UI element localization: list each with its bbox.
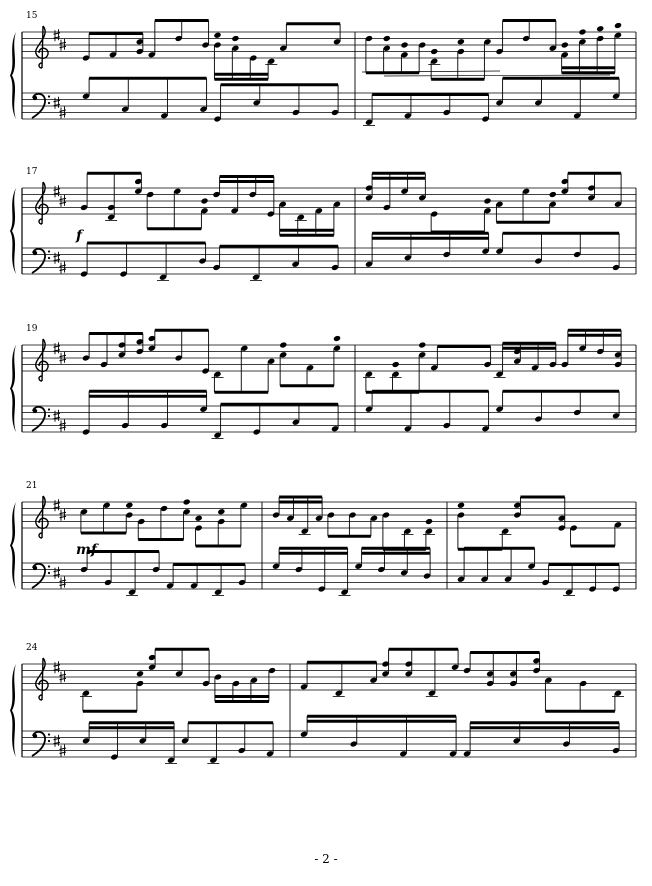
grand-staff-brace <box>10 32 16 119</box>
bass-clef-dot <box>48 733 50 735</box>
note-head <box>457 502 465 509</box>
bass-clef-dot <box>48 415 50 417</box>
note-head <box>217 508 225 515</box>
key-signature-sharp <box>54 252 61 264</box>
dynamic-marking: mf <box>76 542 97 558</box>
bass-clef-dot <box>33 734 37 738</box>
note-head <box>400 41 408 48</box>
note-head <box>578 28 586 35</box>
note-head <box>231 35 239 42</box>
tie-line <box>362 71 500 72</box>
note-head <box>183 498 191 505</box>
measure-number: 24 <box>26 643 38 653</box>
system-4 <box>10 481 636 596</box>
bass-clef-dot <box>48 102 50 104</box>
note-head <box>596 25 604 32</box>
note-head <box>279 341 287 348</box>
key-signature-sharp <box>54 342 61 354</box>
system-5 <box>10 643 636 764</box>
bass-clef-dot <box>33 96 37 100</box>
note-head <box>392 361 400 368</box>
note-head <box>200 197 208 204</box>
bass-clef-dot <box>48 565 50 567</box>
bass-clef-dot <box>33 566 37 570</box>
grand-staff-brace <box>10 345 16 432</box>
measure-number: 21 <box>26 481 38 491</box>
bass-clef-dot <box>48 408 50 410</box>
tie-line <box>384 75 610 76</box>
grand-staff-brace <box>10 502 16 589</box>
grand-staff-brace <box>10 664 16 757</box>
page-number: - 2 - <box>314 852 338 866</box>
bass-clef-dot <box>48 572 50 574</box>
bass-clef-dot <box>33 251 37 255</box>
key-signature-sharp <box>54 499 61 511</box>
key-signature-sharp <box>54 185 61 197</box>
note-head <box>418 341 426 348</box>
key-signature-sharp <box>54 567 61 579</box>
system-1 <box>10 11 636 126</box>
grand-staff-brace <box>10 188 16 274</box>
key-signature-sharp <box>54 29 61 41</box>
note-head <box>125 502 133 509</box>
note-head <box>614 22 622 29</box>
system-3 <box>10 324 636 439</box>
key-signature-sharp <box>54 410 61 422</box>
note-head <box>333 335 341 342</box>
bass-clef-dot <box>48 257 50 259</box>
bass-clef-dot <box>33 409 37 413</box>
dynamic-marking: f <box>76 228 83 244</box>
note-head <box>136 670 144 677</box>
key-signature-sharp <box>54 97 61 109</box>
system-2 <box>10 167 636 281</box>
note-head <box>457 38 465 45</box>
note-head <box>383 35 391 42</box>
note-head <box>561 41 569 48</box>
note-head <box>549 191 557 198</box>
note-head <box>195 515 203 522</box>
bass-clef-dot <box>48 740 50 742</box>
measure-number: 17 <box>26 167 38 177</box>
note-head <box>213 32 221 39</box>
bass-clef-dot <box>48 250 50 252</box>
key-signature-sharp <box>54 661 61 673</box>
note-head <box>425 518 433 525</box>
note-head <box>430 48 438 55</box>
bass-clef-dot <box>48 95 50 97</box>
measure-number: 15 <box>26 11 38 21</box>
key-signature-sharp <box>54 735 61 747</box>
note-head <box>483 197 491 204</box>
measure-number: 19 <box>26 324 38 334</box>
